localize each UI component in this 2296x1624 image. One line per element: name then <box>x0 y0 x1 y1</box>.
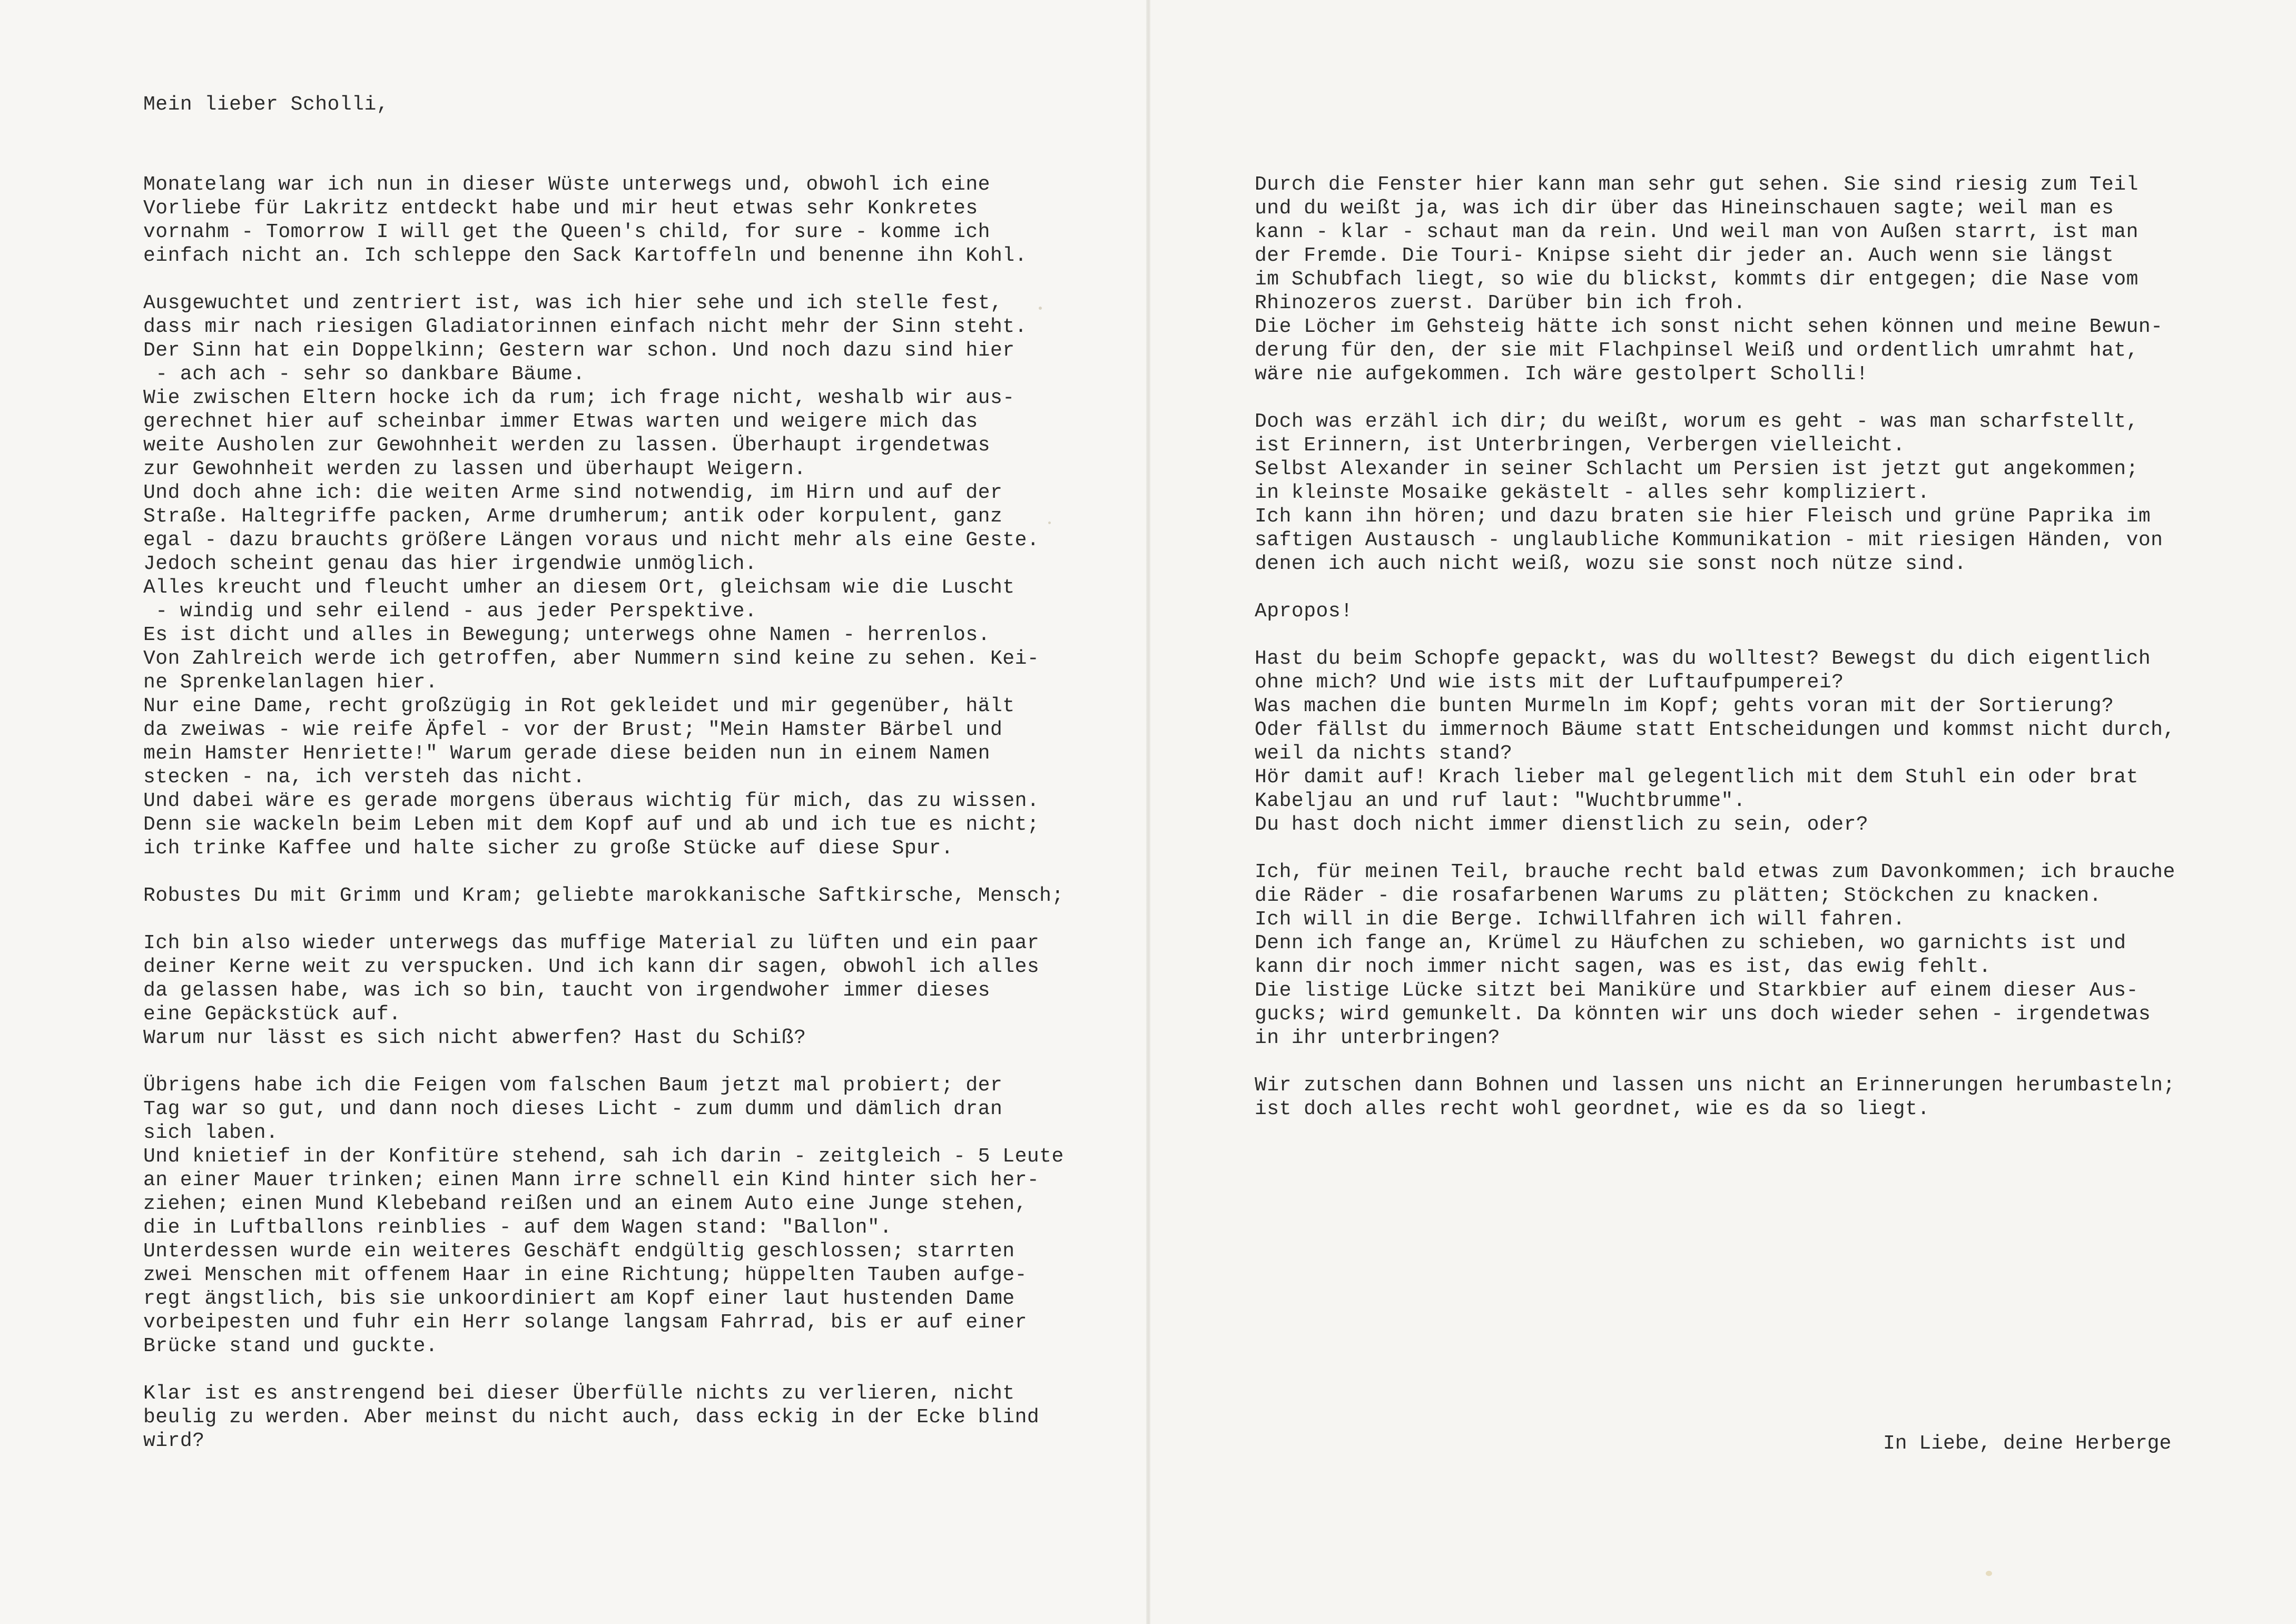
text-line: wird? <box>143 1430 205 1452</box>
text-line: Ich will in die Berge. Ichwillfahren ich will fahren. <box>1255 908 1906 931</box>
text-line: Ausgewuchtet und zentriert ist, was ich hier sehe und ich stelle fest, <box>143 292 1003 314</box>
text-line: Von Zahlreich werde ich getroffen, aber Nummern sind keine zu sehen. Kei- <box>143 647 1040 670</box>
text-line: weite Ausholen zur Gewohnheit werden zu lassen. Überhaupt irgendetwas <box>143 434 990 457</box>
text-line: - windig und sehr eilend - aus jeder Perspektive. <box>143 600 757 623</box>
text-line: Doch was erzähl ich dir; du weißt, worum es geht - was man scharfstellt, <box>1255 410 2139 433</box>
text-line: die in Luftballons reinblies - auf dem Wagen stand: "Ballon". <box>143 1216 892 1239</box>
text-line: Straße. Haltegriffe packen, Arme drumherum; antik oder korpulent, ganz <box>143 505 1003 528</box>
text-line: denen ich auch nicht weiß, wozu sie sonst noch nütze sind. <box>1255 553 1967 575</box>
text-line: Denn sie wackeln beim Leben mit dem Kopf auf und ab und ich tue es nicht; <box>143 813 1040 836</box>
text-line: gerechnet hier auf scheinbar immer Etwas warten und weigere mich das <box>143 410 978 433</box>
blank-line <box>143 1050 1064 1074</box>
text-line: egal - dazu brauchts größere Längen voraus und nicht mehr als eine Geste. <box>143 529 1040 552</box>
paper-speck <box>1986 1571 1992 1576</box>
text-line: Die Löcher im Gehsteig hätte ich sonst nicht sehen können und meine Bewun- <box>1255 316 2163 338</box>
text-line: weil da nichts stand? <box>1255 742 1513 765</box>
text-line: Monatelang war ich nun in dieser Wüste unterwegs und, obwohl ich eine <box>143 173 990 196</box>
text-line: zwei Menschen mit offenem Haar in eine Richtung; hüppelten Tauben aufge- <box>143 1264 1027 1286</box>
text-line: Unterdessen wurde ein weiteres Geschäft endgültig geschlossen; starrten <box>143 1240 1015 1263</box>
text-line: Klar ist es anstrengend bei dieser Überfülle nichts zu verlieren, nicht <box>143 1382 1015 1405</box>
text-line: Und knietief in der Konfitüre stehend, sah ich darin - zeitgleich - 5 Leute <box>143 1145 1064 1168</box>
text-line: gucks; wird gemunkelt. Da könnten wir uns doch wieder sehen - irgendetwas <box>1255 1003 2151 1026</box>
text-line: beulig zu werden. Aber meinst du nicht auch, dass eckig in der Ecke blind <box>143 1406 1040 1429</box>
text-line: Wir zutschen dann Bohnen und lassen uns nicht an Erinnerungen herumbasteln; <box>1255 1074 2175 1097</box>
text-line: deiner Kerne weit zu verspucken. Und ich kann dir sagen, obwohl ich alles <box>143 956 1040 978</box>
blank-line <box>143 1358 1064 1382</box>
text-line: Vorliebe für Lakritz entdeckt habe und mir heut etwas sehr Konkretes <box>143 197 978 220</box>
blank-line <box>1255 1050 2175 1074</box>
text-line: - ach ach - sehr so dankbare Bäume. <box>143 363 585 386</box>
text-line: in ihr unterbringen? <box>1255 1027 1501 1049</box>
text-line: mein Hamster Henriette!" Warum gerade diese beiden nun in einem Namen <box>143 742 990 765</box>
text-line: Hör damit auf! Krach lieber mal gelegentlich mit dem Stuhl ein oder brat <box>1255 766 2139 789</box>
text-line: Hast du beim Schopfe gepackt, was du wolltest? Bewegst du dich eigentlich <box>1255 647 2151 670</box>
text-line: Ich bin also wieder unterwegs das muffige Material zu lüften und ein paar <box>143 932 1040 954</box>
text-line: Warum nur lässt es sich nicht abwerfen? Hast du Schiß? <box>143 1027 806 1049</box>
text-line: regt ängstlich, bis sie unkoordiniert am Kopf einer laut hustenden Dame <box>143 1287 1015 1310</box>
text-line: der Fremde. Die Touri- Knipse sieht dir jeder an. Auch wenn sie längst <box>1255 244 2114 267</box>
text-line: Jedoch scheint genau das hier irgendwie unmöglich. <box>143 553 757 575</box>
text-line: Der Sinn hat ein Doppelkinn; Gestern war schon. Und noch dazu sind hier <box>143 339 1015 362</box>
text-line: ist doch alles recht wohl geordnet, wie es da so liegt. <box>1255 1098 1930 1120</box>
text-line: ist Erinnern, ist Unterbringen, Verbergen vielleicht. <box>1255 434 1906 457</box>
text-line: im Schubfach liegt, so wie du blickst, kommts dir entgegen; die Nase vom <box>1255 268 2139 291</box>
paper-speck <box>1039 307 1042 310</box>
paper-speck <box>1048 521 1051 524</box>
greeting: Mein lieber Scholli, <box>143 93 389 116</box>
text-line: Tag war so gut, und dann noch dieses Licht - zum dumm und dämlich dran <box>143 1098 1003 1120</box>
text-line: vorbeipesten und fuhr ein Herr solange langsam Fahrrad, bis er auf einer <box>143 1311 1027 1334</box>
text-line: ich trinke Kaffee und halte sicher zu große Stücke auf diese Spur. <box>143 837 954 860</box>
text-line: da zweiwas - wie reife Äpfel - vor der Brust; "Mein Hamster Bärbel und <box>143 719 1003 741</box>
text-line: Ich kann ihn hören; und dazu braten sie hier Fleisch und grüne Paprika im <box>1255 505 2151 528</box>
text-line: Nur eine Dame, recht großzügig in Rot gekleidet und mir gegenüber, hält <box>143 695 1015 717</box>
blank-line <box>1255 576 2175 599</box>
text-line: zur Gewohnheit werden zu lassen und überhaupt Weigern. <box>143 458 806 480</box>
page-fold <box>1146 0 1150 1624</box>
text-line: derung für den, der sie mit Flachpinsel Weiß und ordentlich umrahmt hat, <box>1255 339 2139 362</box>
text-line: eine Gepäckstück auf. <box>143 1003 401 1026</box>
blank-line <box>1255 623 2175 647</box>
text-line: ziehen; einen Mund Klebeband reißen und an einem Auto eine Junge stehen, <box>143 1193 1027 1215</box>
text-line: Und doch ahne ich: die weiten Arme sind notwendig, im Hirn und auf der <box>143 481 1003 504</box>
text-line: saftigen Austausch - unglaubliche Kommunikation - mit riesigen Händen, von <box>1255 529 2163 552</box>
text-line: wäre nie aufgekommen. Ich wäre gestolpert Scholli! <box>1255 363 1869 386</box>
text-line: Du hast doch nicht immer dienstlich zu sein, oder? <box>1255 813 1869 836</box>
text-line: vornahm - Tomorrow I will get the Queen's child, for sure - komme ich <box>143 221 990 243</box>
text-line: Ich, für meinen Teil, brauche recht bald etwas zum Davonkommen; ich brauche <box>1255 861 2175 883</box>
text-line: Brücke stand und guckte. <box>143 1335 438 1357</box>
text-line: Denn ich fange an, Krümel zu Häufchen zu schieben, wo garnichts ist und <box>1255 932 2126 954</box>
text-line: Alles kreucht und fleucht umher an diesem Ort, gleichsam wie die Luscht <box>143 576 1015 599</box>
text-line: Robustes Du mit Grimm und Kram; geliebte marokkanische Saftkirsche, Mensch; <box>143 884 1064 907</box>
text-line: Übrigens habe ich die Feigen vom falschen Baum jetzt mal probiert; der <box>143 1074 1003 1097</box>
text-line: Es ist dicht und alles in Bewegung; unterwegs ohne Namen - herrenlos. <box>143 624 990 646</box>
text-line: Durch die Fenster hier kann man sehr gut sehen. Sie sind riesig zum Teil <box>1255 173 2139 196</box>
left-column-text <box>143 173 1064 1453</box>
text-line: Selbst Alexander in seiner Schlacht um Persien ist jetzt gut angekommen; <box>1255 458 2139 480</box>
text-line: in kleinste Mosaike gekästelt - alles sehr kompliziert. <box>1255 481 1930 504</box>
text-line: ne Sprenkelanlagen hier. <box>143 671 438 694</box>
text-line: Und dabei wäre es gerade morgens überaus wichtig für mich, das zu wissen. <box>143 790 1040 812</box>
text-line: sich laben. <box>143 1121 279 1144</box>
text-line: einfach nicht an. Ich schleppe den Sack Kartoffeln und benenne ihn Kohl. <box>143 244 1027 267</box>
blank-line <box>143 268 1064 291</box>
text-line: kann dir noch immer nicht sagen, was es ist, das ewig fehlt. <box>1255 956 1992 978</box>
right-column-text <box>1255 173 2175 1121</box>
text-line: kann - klar - schaut man da rein. Und weil man von Außen starrt, ist man <box>1255 221 2139 243</box>
blank-line <box>1255 836 2175 860</box>
text-line: Apropos! <box>1255 600 1353 623</box>
text-line: Oder fällst du immernoch Bäume statt Entscheidungen und kommst nicht durch, <box>1255 719 2175 741</box>
text-line: Die listige Lücke sitzt bei Maniküre und Starkbier auf einem dieser Aus- <box>1255 979 2139 1002</box>
blank-line <box>1255 386 2175 410</box>
signature: In Liebe, deine Herberge <box>1883 1432 2172 1455</box>
text-line: Was machen die bunten Murmeln im Kopf; gehts voran mit der Sortierung? <box>1255 695 2114 717</box>
text-line: und du weißt ja, was ich dir über das Hineinschauen sagte; weil man es <box>1255 197 2114 220</box>
text-line: ohne mich? Und wie ists mit der Luftaufpumperei? <box>1255 671 1844 694</box>
text-line: an einer Mauer trinken; einen Mann irre schnell ein Kind hinter sich her- <box>143 1169 1040 1192</box>
text-line: Rhinozeros zuerst. Darüber bin ich froh. <box>1255 292 1746 314</box>
text-line: Wie zwischen Eltern hocke ich da rum; ich frage nicht, weshalb wir aus- <box>143 387 1015 409</box>
text-line: die Räder - die rosafarbenen Warums zu plätten; Stöckchen zu knacken. <box>1255 884 2102 907</box>
text-line: da gelassen habe, was ich so bin, taucht von irgendwoher immer dieses <box>143 979 990 1002</box>
text-line: stecken - na, ich versteh das nicht. <box>143 766 585 789</box>
text-line: Kabeljau an und ruf laut: "Wuchtbrumme". <box>1255 790 1746 812</box>
text-line: dass mir nach riesigen Gladiatorinnen einfach nicht mehr der Sinn steht. <box>143 316 1027 338</box>
blank-line <box>143 908 1064 931</box>
blank-line <box>143 860 1064 884</box>
